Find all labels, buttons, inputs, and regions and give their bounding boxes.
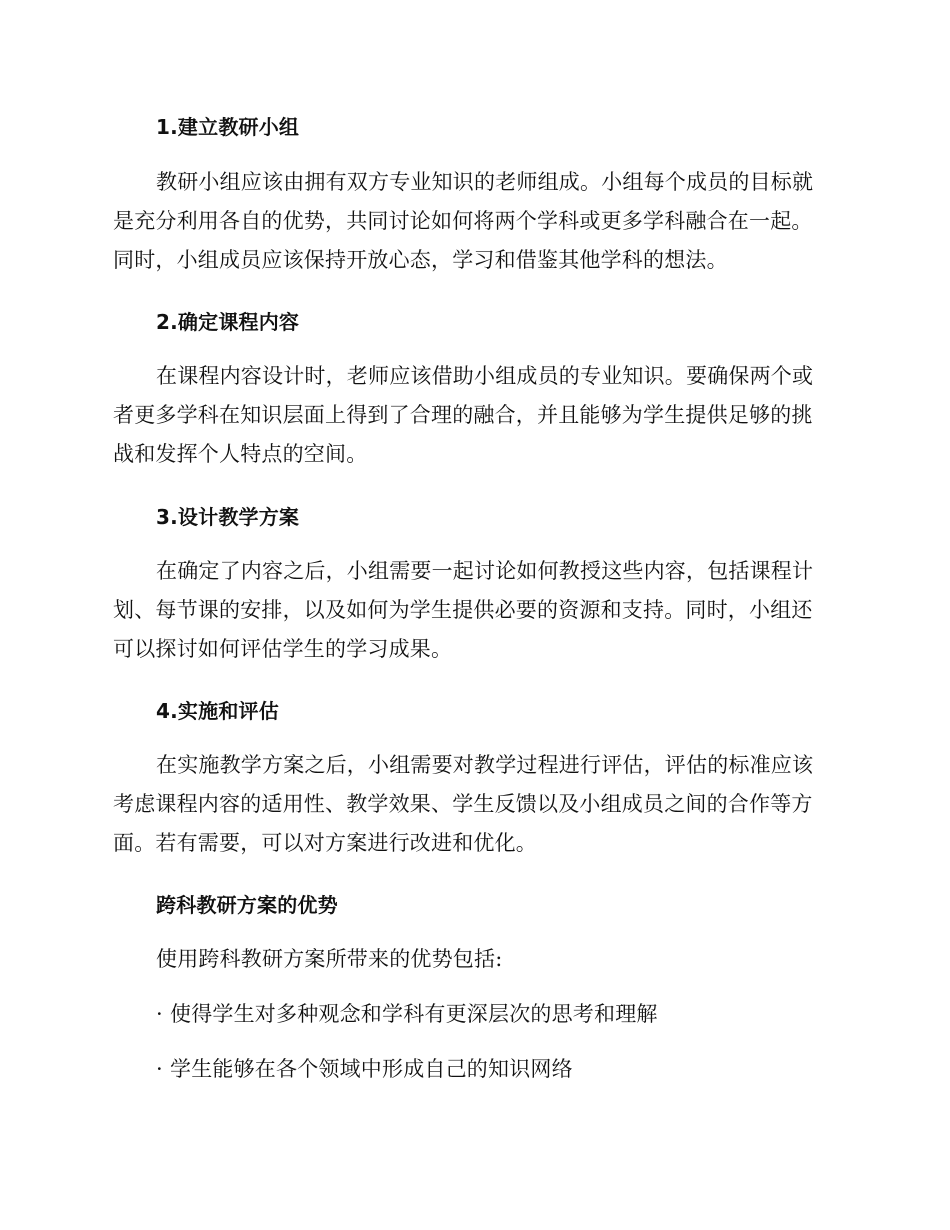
bullet-dot: · bbox=[156, 1002, 163, 1026]
advantage-text: 使得学生对多种观念和学科有更深层次的思考和理解 bbox=[170, 1002, 658, 1026]
section-body-4: 在实施教学方案之后，小组需要对教学过程进行评估，评估的标准应该考虑课程内容的适用性、教学效果、学生反馈以及小组成员之间的合作等方面。若有需要，可以对方案进行改进和优化。 bbox=[113, 753, 814, 855]
advantage-text: 学生能够在各个领域中形成自己的知识网络 bbox=[170, 1057, 573, 1081]
section-heading-2: 2.确定课程内容 bbox=[156, 310, 300, 334]
section-body-2: 在课程内容设计时，老师应该借助小组成员的专业知识。要确保两个或者更多学科在知识层面上得到了合理的融合，并且能够为学生提供足够的挑战和发挥个人特点的空间。 bbox=[113, 364, 814, 466]
advantages-intro: 使用跨科教研方案所带来的优势包括: bbox=[156, 947, 503, 971]
advantage-list-item bbox=[156, 999, 836, 1029]
section-body-1: 教研小组应该由拥有双方专业知识的老师组成。小组每个成员的目标就是充分利用各自的优势，共同讨论如何将两个学科或更多学科融合在一起。同时，小组成员应该保持开放心态，学习和借鉴其他学科的想法。 bbox=[113, 170, 814, 272]
advantage-list-item bbox=[156, 1054, 836, 1084]
advantages-heading: 跨科教研方案的优势 bbox=[156, 893, 338, 917]
section-body-3: 在确定了内容之后，小组需要一起讨论如何教授这些内容，包括课程计划、每节课的安排，以及如何为学生提供必要的资源和支持。同时，小组还可以探讨如何评估学生的学习成果。 bbox=[113, 559, 814, 661]
section-heading-4: 4.实施和评估 bbox=[156, 699, 279, 723]
bullet-dot: · bbox=[156, 1057, 163, 1081]
section-heading-3: 3.设计教学方案 bbox=[156, 505, 300, 529]
section-heading-1: 1.建立教研小组 bbox=[156, 115, 300, 139]
